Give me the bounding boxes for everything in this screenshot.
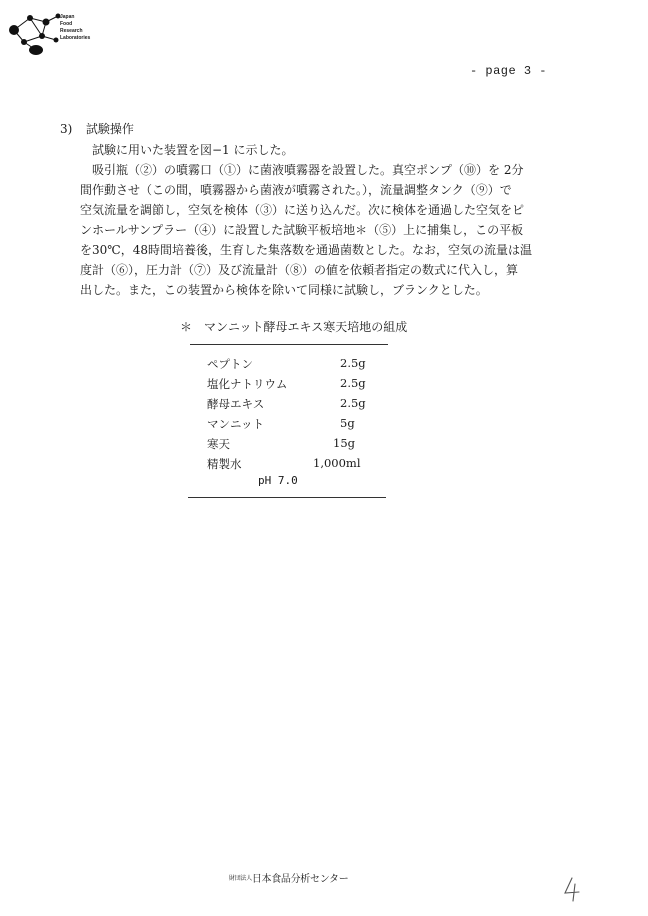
ingredient-amount: 2.5g: [340, 376, 366, 390]
table-bottom-rule: [188, 497, 386, 498]
handwritten-page-number: [562, 876, 582, 902]
logo-line: Food: [60, 21, 73, 27]
footer-organization: [229, 870, 348, 885]
logo-line: Research: [60, 28, 83, 34]
ingredient-amount: 15g: [333, 436, 355, 450]
paragraph-line: を30℃，48時間培養後，生育した集落数を通過菌数とした。なお，空気の流量は温: [80, 243, 532, 257]
paragraph-line: ンホールサンプラー（④）に設置した試験平板培地＊（⑤）上に捕集し，この平板: [80, 223, 524, 237]
paragraph-line: 空気流量を調節し，空気を検体（③）に送り込んだ。次に検体を通過した空気をピ: [80, 203, 525, 217]
ingredient-amount: 5g: [340, 416, 355, 430]
ingredient-amount: 1,000ml: [313, 456, 361, 470]
paragraph-line: 度計（⑥），圧力計（⑦）及び流量計（⑧）の値を依頼者指定の数式に代入し，算: [80, 263, 519, 277]
ingredient-name: ペプトン: [207, 357, 253, 371]
table-title: ＊ マンニット酵母エキス寒天培地の組成: [180, 320, 408, 334]
paragraph-line: 間作動させ（この間，噴霧器から菌液が噴霧された。），流量調整タンク（⑨）で: [80, 183, 512, 197]
logo-line: Laboratories: [60, 35, 91, 41]
logo-text: [60, 14, 90, 42]
section-heading: [60, 120, 134, 137]
org-name: 日本食品分析センター: [251, 874, 349, 885]
molecule-logo-icon: [6, 8, 106, 58]
intro-paragraph: 試験に用いた装置を図−1 に示した。: [92, 143, 294, 157]
medium-composition-title-block: [178, 318, 418, 335]
page-number: - page 3 -: [470, 64, 548, 78]
ingredient-name: マンニット: [207, 417, 265, 431]
ingredient-name: 酵母エキス: [207, 397, 265, 411]
org-prefix: 財団法人: [229, 876, 252, 882]
ingredient-name: 塩化ナトリウム: [207, 377, 288, 391]
paragraph-line: 吸引瓶（②）の噴霧口（①）に菌液噴霧器を設置した。真空ポンプ（⑩）を 2分: [92, 163, 524, 177]
ph-value: pH 7.0: [258, 474, 298, 487]
ingredient-amount: 2.5g: [340, 396, 366, 410]
section-number: 3): [60, 122, 73, 136]
paragraph-line: 出した。また，この装置から検体を除いて同様に試験し，ブランクとした。: [80, 283, 488, 297]
ingredient-amount: 2.5g: [340, 356, 366, 370]
section-title: 試験操作: [85, 122, 134, 136]
table-top-rule: [190, 344, 388, 345]
ingredient-name: 寒天: [207, 437, 230, 451]
ingredient-name: 精製水: [207, 457, 242, 471]
logo-line: Japan: [60, 14, 75, 20]
procedure-paragraph: [80, 160, 550, 300]
